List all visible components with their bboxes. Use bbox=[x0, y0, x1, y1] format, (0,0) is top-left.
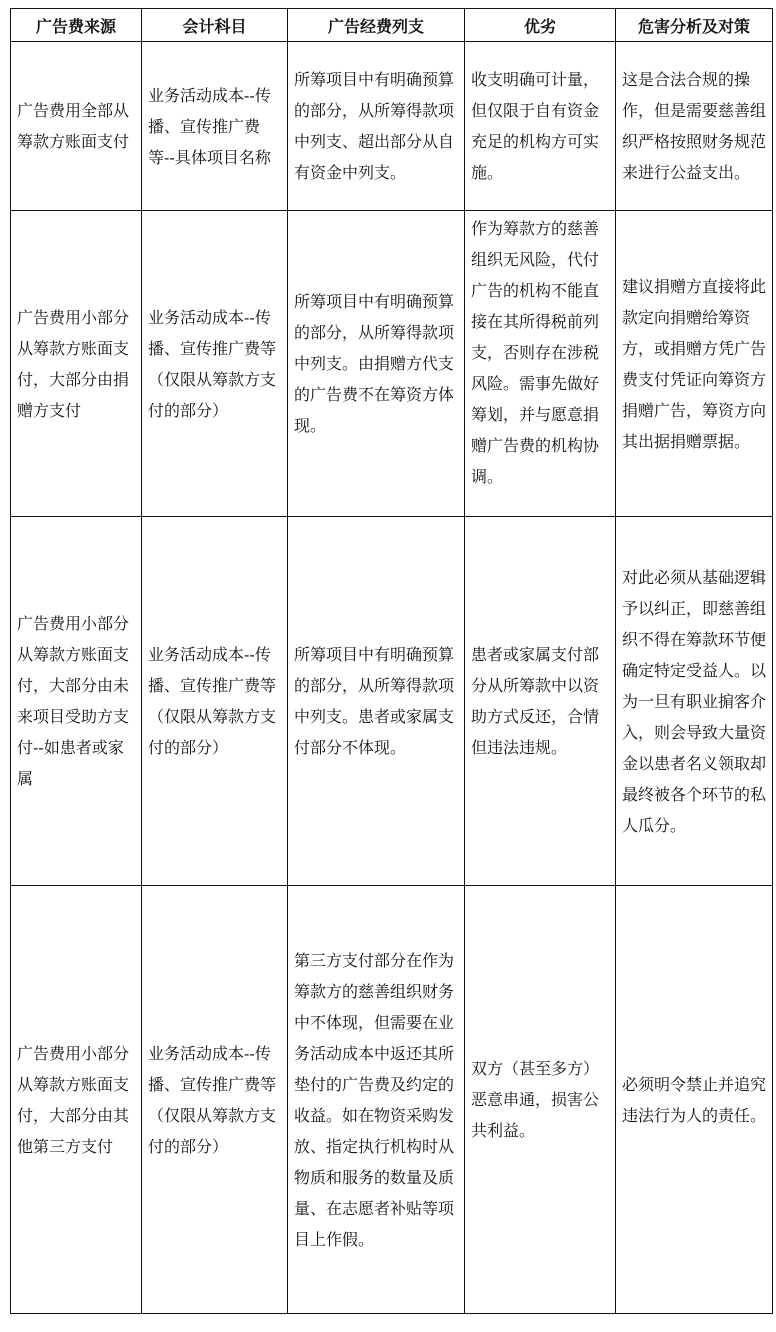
cell-source: 广告费用小部分从筹款方账面支付，大部分由捐赠方支付 bbox=[11, 211, 142, 517]
header-source: 广告费来源 bbox=[11, 9, 142, 42]
cell-pros-cons: 患者或家属支付部分从所筹款中以资助方式反还，合情但违法违规。 bbox=[465, 517, 616, 886]
table-row bbox=[11, 517, 773, 886]
cell-expense: 第三方支付部分在作为筹款方的慈善组织财务中不体现，但需要在业务活动成本中返还其所垫付的广告费及约定的收益。如在物资采购发放、指定执行机构时从物质和服务的数量及质量、在志愿者补贴等项目上作假。 bbox=[288, 886, 465, 1314]
cell-pros-cons: 双方（甚至多方）恶意串通，损害公共利益。 bbox=[465, 886, 616, 1314]
header-expense: 广告经费列支 bbox=[288, 9, 465, 42]
cell-account: 业务活动成本--传播、宣传推广费等（仅限从筹款方支付的部分） bbox=[142, 886, 288, 1314]
table-header-row bbox=[11, 9, 773, 42]
cell-source: 广告费用小部分从筹款方账面支付，大部分由未来项目受助方支付--如患者或家属 bbox=[11, 517, 142, 886]
table-row bbox=[11, 42, 773, 211]
cell-analysis: 对此必须从基础逻辑予以纠正，即慈善组织不得在筹款环节便确定特定受益人。以为一旦有职业掮客介入，则会导致大量资金以患者名义领取却最终被各个环节的私人瓜分。 bbox=[616, 517, 773, 886]
cell-account: 业务活动成本--传播、宣传推广费等（仅限从筹款方支付的部分） bbox=[142, 211, 288, 517]
cell-analysis: 必须明令禁止并追究违法行为人的责任。 bbox=[616, 886, 773, 1314]
ad-fee-table bbox=[10, 8, 773, 1314]
cell-pros-cons: 收支明确可计量，但仅限于自有资金充足的机构方可实施。 bbox=[465, 42, 616, 211]
cell-expense: 所筹项目中有明确预算的部分，从所筹得款项中列支、超出部分从自有资金中列支。 bbox=[288, 42, 465, 211]
cell-expense: 所筹项目中有明确预算的部分，从所筹得款项中列支。由捐赠方代支的广告费不在筹资方体现。 bbox=[288, 211, 465, 517]
header-analysis: 危害分析及对策 bbox=[616, 9, 773, 42]
cell-analysis: 建议捐赠方直接将此款定向捐赠给筹资方，或捐赠方凭广告费支付凭证向筹资方捐赠广告，筹资方向其出据捐赠票据。 bbox=[616, 211, 773, 517]
cell-expense: 所筹项目中有明确预算的部分，从所筹得款项中列支。患者或家属支付部分不体现。 bbox=[288, 517, 465, 886]
header-pros-cons: 优劣 bbox=[465, 9, 616, 42]
cell-source: 广告费用全部从筹款方账面支付 bbox=[11, 42, 142, 211]
document-table-container bbox=[10, 8, 772, 1314]
cell-source: 广告费用小部分从筹款方账面支付，大部分由其他第三方支付 bbox=[11, 886, 142, 1314]
cell-analysis: 这是合法合规的操作，但是需要慈善组织严格按照财务规范来进行公益支出。 bbox=[616, 42, 773, 211]
cell-pros-cons: 作为筹款方的慈善组织无风险，代付广告的机构不能直接在其所得税前列支，否则存在涉税风险。需事先做好筹划，并与愿意捐赠广告费的机构协调。 bbox=[465, 211, 616, 517]
cell-account: 业务活动成本--传播、宣传推广费等（仅限从筹款方支付的部分） bbox=[142, 517, 288, 886]
cell-account: 业务活动成本--传播、宣传推广费等--具体项目名称 bbox=[142, 42, 288, 211]
header-account: 会计科目 bbox=[142, 9, 288, 42]
table-row bbox=[11, 211, 773, 517]
table-row bbox=[11, 886, 773, 1314]
